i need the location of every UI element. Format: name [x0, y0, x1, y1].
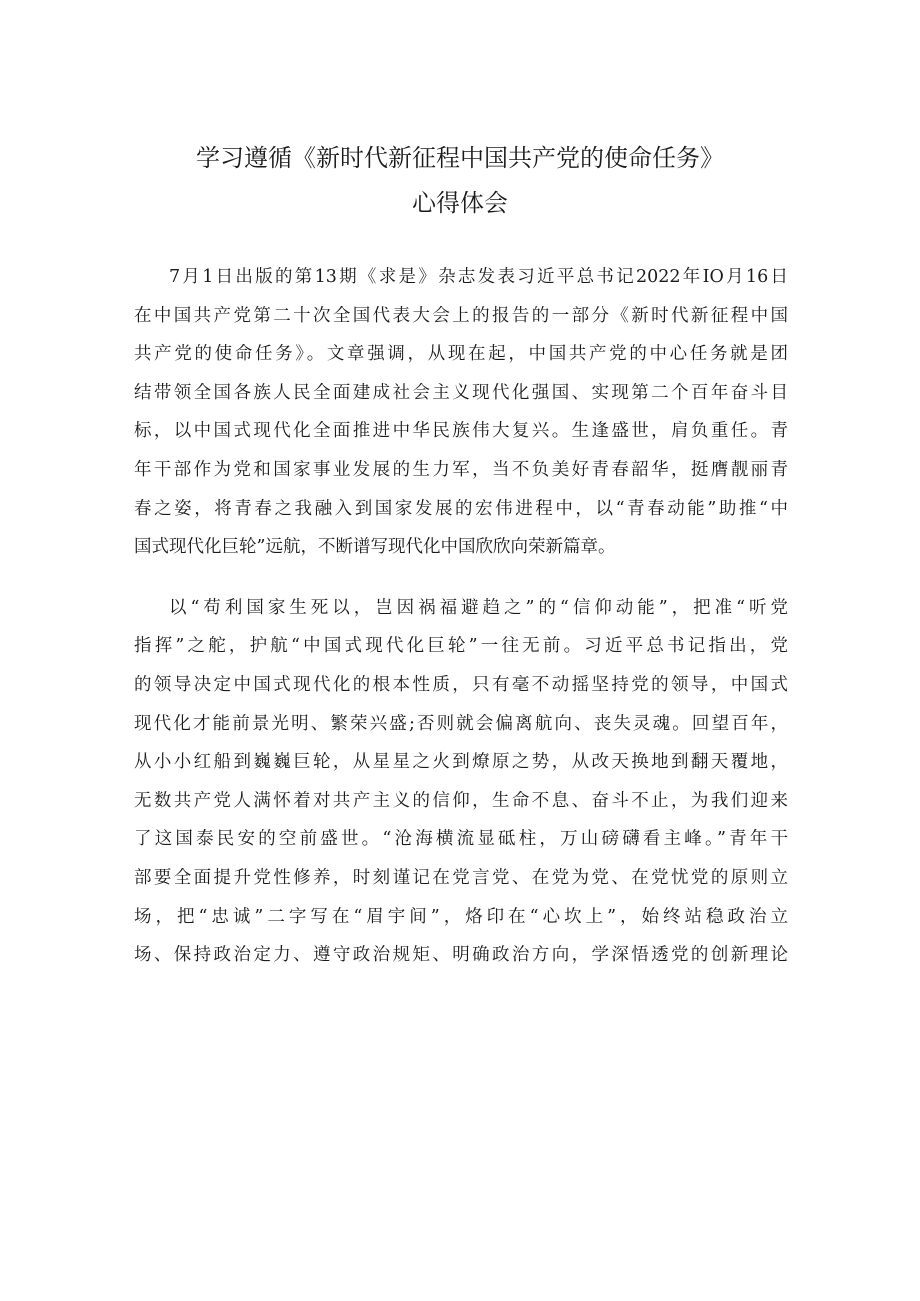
paragraph-line: 年干部作为党和国家事业发展的生力军，当不负美好青春韶华，挺膺靓丽青: [134, 459, 788, 480]
title-line-1: 学习遵循《新时代新征程中国共产党的使命任务》: [196, 144, 724, 172]
paragraph-line: 国式现代化巨轮”远航，不断谱写现代化中国欣欣向荣新篇章。: [134, 537, 616, 558]
paragraph-line: 春之姿，将青春之我融入到国家发展的宏伟进程中，以“青春动能”助推“中: [134, 498, 788, 519]
title-line-2: 心得体会: [412, 189, 508, 217]
paragraph-line: 的领导决定中国式现代化的根本性质，只有毫不动摇坚持党的领导，中国式: [134, 674, 788, 695]
paragraph-line: 在中国共产党第二十次全国代表大会上的报告的一部分《新时代新征程中国: [134, 305, 788, 326]
paragraph-line: 结带领全国各族人民全面建成社会主义现代化强国、实现第二个百年奋斗目: [134, 382, 788, 403]
paragraph-line: 共产党的使命任务》。文章强调，从现在起，中国共产党的中心任务就是团: [134, 344, 788, 365]
paragraph-line: 标，以中国式现代化全面推进中华民族伟大复兴。生逢盛世，肩负重任。青: [134, 421, 788, 442]
document-body: [134, 258, 788, 975]
paragraph-1: [134, 258, 788, 567]
paragraph-line: 了这国泰民安的空前盛世。“沧海横流显砥柱，万山磅礴看主峰。”青年干: [134, 829, 788, 850]
paragraph-line: 场，把“忠诚”二字写在“眉宇间”，烙印在“心坎上”，始终站稳政治立: [134, 906, 788, 927]
paragraph-line: 部要全面提升党性修养，时刻谨记在党言党、在党为党、在党忧党的原则立: [134, 867, 788, 888]
paragraph-2: [134, 589, 788, 975]
paragraph-line: 以“苟利国家生死以，岂因祸福避趋之”的“信仰动能”，把准“听党: [169, 597, 788, 618]
document-title: [100, 136, 820, 226]
paragraph-spacer: [134, 567, 788, 589]
paragraph-line: 指挥”之舵，护航“中国式现代化巨轮”一往无前。习近平总书记指出，党: [134, 636, 788, 657]
paragraph-line: 7月1日出版的第13期《求是》杂志发表习近平总书记2022年IO月16日: [169, 267, 788, 287]
paragraph-line: 现代化才能前景光明、繁荣兴盛;否则就会偏离航向、丧失灵魂。回望百年，: [134, 713, 788, 734]
paragraph-line: 从小小红船到巍巍巨轮，从星星之火到燎原之势，从改天换地到翻天覆地，: [134, 752, 788, 773]
paragraph-line: 无数共产党人满怀着对共产主义的信仰，生命不息、奋斗不止，为我们迎来: [134, 790, 788, 811]
paragraph-line: 场、保持政治定力、遵守政治规矩、明确政治方向，学深悟透党的创新理论: [134, 945, 788, 966]
